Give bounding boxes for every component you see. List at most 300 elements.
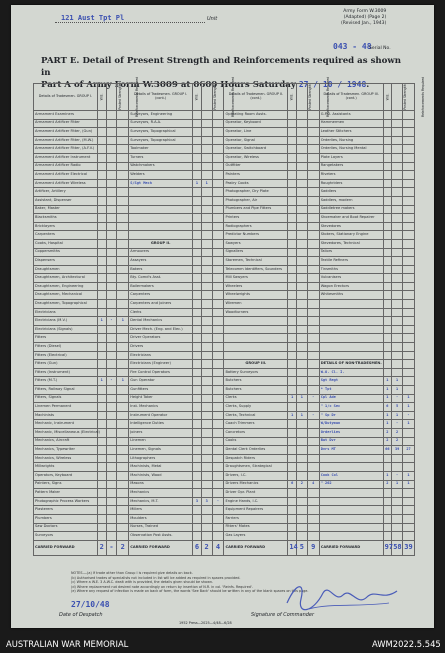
strength-value bbox=[212, 188, 224, 197]
strength-value bbox=[392, 360, 403, 369]
trade-label: Armament Examiners bbox=[34, 111, 98, 120]
strength-value: 1 bbox=[296, 411, 307, 420]
strength-value bbox=[307, 489, 319, 498]
strength-value bbox=[97, 274, 106, 283]
trade-label: W.O. Cl. I. bbox=[319, 368, 383, 377]
strength-value bbox=[403, 222, 415, 231]
strength-value bbox=[193, 446, 202, 455]
table-row bbox=[34, 222, 415, 231]
strength-value: 2 bbox=[296, 480, 307, 489]
trade-label: Carpenters bbox=[34, 231, 98, 240]
strength-value bbox=[383, 514, 392, 523]
strength-value bbox=[117, 394, 129, 403]
strength-value bbox=[307, 171, 319, 180]
strength-value bbox=[383, 282, 392, 291]
trade-label: Mill Sawyers bbox=[224, 274, 288, 283]
strength-value bbox=[392, 300, 403, 309]
strength-value bbox=[296, 300, 307, 309]
trade-label: Fitters (Diesel) bbox=[34, 343, 98, 352]
column-header-label: Reinforcements Required bbox=[421, 76, 426, 118]
strength-value bbox=[288, 171, 297, 180]
strength-value bbox=[201, 532, 212, 541]
strength-value bbox=[117, 196, 129, 205]
strength-value bbox=[212, 308, 224, 317]
strength-value bbox=[383, 171, 392, 180]
strength-value bbox=[403, 317, 415, 326]
strength-value bbox=[201, 188, 212, 197]
trade-label: Printers bbox=[224, 214, 288, 223]
strength-value bbox=[296, 334, 307, 343]
strength-value bbox=[117, 282, 129, 291]
strength-value bbox=[193, 403, 202, 412]
strength-value bbox=[392, 532, 403, 541]
strength-value bbox=[212, 386, 224, 395]
strength-value bbox=[201, 291, 212, 300]
strength-value bbox=[296, 506, 307, 515]
trade-label: Wheelwrights bbox=[224, 291, 288, 300]
strength-value bbox=[288, 428, 297, 437]
strength-value bbox=[193, 171, 202, 180]
trade-label: Driver Mech. (Eng. and Elec.) bbox=[129, 325, 193, 334]
trade-label bbox=[319, 343, 383, 352]
trade-label: Carpenters bbox=[129, 291, 193, 300]
strength-value bbox=[288, 325, 297, 334]
table-row bbox=[34, 471, 415, 480]
strength-value bbox=[392, 205, 403, 214]
trade-label: Hammermen bbox=[319, 119, 383, 128]
trade-label: Machinists bbox=[34, 411, 98, 420]
strength-value bbox=[307, 428, 319, 437]
strength-value bbox=[97, 265, 106, 274]
strength-value bbox=[117, 334, 129, 343]
strength-value bbox=[106, 411, 117, 420]
strength-value bbox=[193, 420, 202, 429]
strength-value bbox=[212, 377, 224, 386]
strength-value bbox=[307, 188, 319, 197]
table-row bbox=[34, 119, 415, 128]
strength-value bbox=[296, 153, 307, 162]
strength-value bbox=[193, 489, 202, 498]
trade-label: Surveyors, Engineering bbox=[129, 111, 193, 120]
trade-label: Armament Artificer Fitter, (Gun) bbox=[34, 128, 98, 137]
strength-value: 6 bbox=[383, 403, 392, 412]
strength-value bbox=[193, 205, 202, 214]
strength-value bbox=[403, 231, 415, 240]
table-row bbox=[34, 454, 415, 463]
group-heading: DETAILS OF NON-TRADESMEN. bbox=[319, 360, 383, 369]
strength-value bbox=[117, 343, 129, 352]
strength-value bbox=[212, 317, 224, 326]
trade-label: Operators, Keyboard bbox=[34, 471, 98, 480]
strength-value bbox=[383, 179, 392, 188]
strength-value: 66 bbox=[383, 446, 392, 455]
strength-value bbox=[307, 497, 319, 506]
strength-value bbox=[392, 291, 403, 300]
table-row bbox=[34, 300, 415, 309]
strength-value bbox=[403, 428, 415, 437]
strength-value bbox=[288, 162, 297, 171]
strength-value bbox=[201, 506, 212, 515]
trade-label: Armament Artificer Electrical bbox=[34, 171, 98, 180]
carried-forward-value: 14 bbox=[288, 540, 297, 555]
trade-label: Wagon Erectors bbox=[319, 282, 383, 291]
strength-value bbox=[288, 497, 297, 506]
strength-value bbox=[117, 480, 129, 489]
strength-value bbox=[193, 231, 202, 240]
table-row bbox=[34, 136, 415, 145]
strength-value bbox=[193, 265, 202, 274]
strength-value bbox=[288, 119, 297, 128]
strength-value bbox=[97, 420, 106, 429]
strength-value bbox=[383, 231, 392, 240]
strength-value bbox=[307, 248, 319, 257]
strength-value bbox=[288, 454, 297, 463]
serial-number: 043 - 48 bbox=[333, 42, 372, 51]
strength-value bbox=[193, 506, 202, 515]
table-header-row bbox=[34, 84, 415, 111]
strength-value bbox=[212, 523, 224, 532]
strength-value bbox=[307, 274, 319, 283]
strength-value bbox=[193, 214, 202, 223]
strength-value: 1 bbox=[392, 411, 403, 420]
strength-value bbox=[117, 179, 129, 188]
trade-label: Masons bbox=[129, 480, 193, 489]
strength-value bbox=[117, 222, 129, 231]
heading-date: 27 / 10 / 1948 bbox=[298, 80, 367, 89]
strength-value bbox=[97, 300, 106, 309]
strength-value bbox=[296, 386, 307, 395]
strength-value: 1 bbox=[296, 394, 307, 403]
strength-value bbox=[383, 214, 392, 223]
strength-value bbox=[193, 514, 202, 523]
strength-value bbox=[97, 153, 106, 162]
strength-value bbox=[97, 334, 106, 343]
strength-value bbox=[307, 205, 319, 214]
trade-label: Battery Surveyors bbox=[224, 368, 288, 377]
strength-value bbox=[392, 506, 403, 515]
strength-value bbox=[193, 308, 202, 317]
strength-value bbox=[392, 523, 403, 532]
strength-value bbox=[296, 282, 307, 291]
strength-value bbox=[288, 205, 297, 214]
trade-label: Cpl Ade bbox=[319, 394, 383, 403]
trade-label: * Tpt bbox=[319, 386, 383, 395]
strength-value bbox=[201, 196, 212, 205]
strength-value bbox=[307, 239, 319, 248]
strength-value bbox=[296, 514, 307, 523]
strength-value bbox=[403, 334, 415, 343]
strength-value bbox=[97, 291, 106, 300]
trade-label: Blacksmiths bbox=[34, 214, 98, 223]
strength-value bbox=[288, 523, 297, 532]
trade-label: Orderlies, Nursing Mental bbox=[319, 145, 383, 154]
carried-forward-value: 2 bbox=[97, 540, 106, 555]
trade-label: Drivers, I.C. bbox=[224, 471, 288, 480]
trade-label: Bty. Comd's Asst. bbox=[129, 274, 193, 283]
strength-value bbox=[201, 231, 212, 240]
table-row bbox=[34, 489, 415, 498]
strength-value bbox=[212, 463, 224, 472]
strength-value bbox=[383, 454, 392, 463]
strength-value bbox=[307, 119, 319, 128]
strength-value bbox=[193, 274, 202, 283]
strength-value bbox=[288, 506, 297, 515]
strength-value bbox=[97, 523, 106, 532]
strength-value bbox=[392, 257, 403, 266]
strength-value bbox=[201, 111, 212, 120]
strength-value bbox=[106, 179, 117, 188]
trade-label: Draughtsmen, Engineering bbox=[34, 282, 98, 291]
strength-value bbox=[201, 454, 212, 463]
strength-value bbox=[307, 351, 319, 360]
trade-label: Wheelers bbox=[224, 282, 288, 291]
trade-label: Painters, Signs bbox=[34, 480, 98, 489]
strength-value bbox=[307, 222, 319, 231]
table-row bbox=[34, 403, 415, 412]
trade-label: Armament Artificer Fitter, (A.F.V.) bbox=[34, 145, 98, 154]
trade-label bbox=[319, 514, 383, 523]
trade-label: Millers bbox=[129, 506, 193, 515]
strength-value bbox=[383, 248, 392, 257]
strength-value bbox=[307, 343, 319, 352]
table-row bbox=[34, 506, 415, 515]
unit-value: 121 Aust Tpt Pl bbox=[61, 14, 125, 22]
strength-value bbox=[403, 128, 415, 137]
trade-label: Orderlies, Nursing bbox=[319, 136, 383, 145]
trade-label: " Sp Dr bbox=[319, 411, 383, 420]
strength-value bbox=[296, 196, 307, 205]
note-line: (b) Authorised trades of specialists not included in list will be added as required in spaces provided. bbox=[71, 575, 241, 580]
strength-value bbox=[201, 428, 212, 437]
strength-value bbox=[392, 153, 403, 162]
trade-label: Artificer, Artillery bbox=[34, 188, 98, 197]
trade-label: Fitters, Signals bbox=[34, 394, 98, 403]
strength-value: 1 bbox=[193, 179, 202, 188]
strength-value bbox=[296, 188, 307, 197]
strength-value bbox=[403, 532, 415, 541]
strength-value bbox=[383, 325, 392, 334]
trade-label: Turners bbox=[129, 153, 193, 162]
strength-value bbox=[288, 265, 297, 274]
strength-value bbox=[296, 128, 307, 137]
trade-label: W/Dutyman bbox=[319, 420, 383, 429]
trade-label: Operator, Line bbox=[224, 128, 288, 137]
trade-label: Stokers, Stationary Engine bbox=[319, 231, 383, 240]
strength-value bbox=[117, 454, 129, 463]
strength-value bbox=[201, 265, 212, 274]
carried-forward-label: CARRIED FORWARD bbox=[224, 540, 288, 555]
strength-value bbox=[212, 454, 224, 463]
strength-value: - bbox=[392, 471, 403, 480]
strength-value bbox=[307, 300, 319, 309]
strength-value bbox=[106, 162, 117, 171]
strength-value bbox=[392, 171, 403, 180]
strength-value bbox=[403, 386, 415, 395]
strength-value bbox=[296, 119, 307, 128]
strength-value: - bbox=[392, 394, 403, 403]
strength-value bbox=[296, 231, 307, 240]
trade-label: Signallers bbox=[224, 248, 288, 257]
strength-value bbox=[296, 205, 307, 214]
trade-label: Draughtsmen, Strategical bbox=[224, 463, 288, 472]
trade-label bbox=[319, 497, 383, 506]
strength-value bbox=[201, 514, 212, 523]
strength-value: 1 bbox=[403, 394, 415, 403]
despatch-date: 27/10/48 bbox=[71, 600, 110, 609]
strength-value bbox=[403, 214, 415, 223]
strength-value bbox=[193, 111, 202, 120]
strength-value bbox=[403, 162, 415, 171]
table-row bbox=[34, 523, 415, 532]
strength-value bbox=[392, 214, 403, 223]
strength-value bbox=[296, 420, 307, 429]
strength-value bbox=[307, 308, 319, 317]
strength-value bbox=[117, 386, 129, 395]
strength-value: 2 bbox=[392, 437, 403, 446]
strength-value bbox=[383, 274, 392, 283]
strength-value bbox=[117, 300, 129, 309]
strength-value bbox=[288, 274, 297, 283]
trade-label: Draughtsmen bbox=[34, 265, 98, 274]
strength-value bbox=[296, 454, 307, 463]
strength-value bbox=[383, 257, 392, 266]
strength-value bbox=[288, 136, 297, 145]
trade-label: Intelligence Duties bbox=[129, 420, 193, 429]
strength-value bbox=[383, 523, 392, 532]
strength-value: 1 bbox=[403, 480, 415, 489]
strength-value bbox=[392, 119, 403, 128]
trade-label: Mechanics bbox=[129, 489, 193, 498]
trade-label bbox=[319, 351, 383, 360]
trade-label: Pattern Maker bbox=[34, 489, 98, 498]
trade-label: Clerks bbox=[129, 308, 193, 317]
strength-value bbox=[193, 257, 202, 266]
trade-label: Surveyors, Topographical bbox=[129, 136, 193, 145]
strength-value bbox=[97, 489, 106, 498]
strength-value bbox=[392, 514, 403, 523]
strength-value bbox=[296, 136, 307, 145]
strength-value bbox=[296, 489, 307, 498]
strength-value bbox=[288, 196, 297, 205]
trade-label: Drivers bbox=[129, 343, 193, 352]
strength-value bbox=[97, 239, 106, 248]
strength-value bbox=[201, 368, 212, 377]
strength-value bbox=[403, 463, 415, 472]
strength-value bbox=[403, 489, 415, 498]
strength-value bbox=[296, 291, 307, 300]
strength-value bbox=[307, 403, 319, 412]
trade-label: Mechanic, Instrument bbox=[34, 420, 98, 429]
strength-value bbox=[212, 532, 224, 541]
trade-label: Woodturners bbox=[224, 308, 288, 317]
trade-label: Operator, Keyboard bbox=[224, 119, 288, 128]
strength-value bbox=[392, 231, 403, 240]
strength-value bbox=[403, 111, 415, 120]
strength-value bbox=[383, 265, 392, 274]
trade-label: Electricians (M.V.) bbox=[34, 317, 98, 326]
strength-value bbox=[392, 179, 403, 188]
strength-value bbox=[193, 394, 202, 403]
strength-value bbox=[97, 205, 106, 214]
trade-label: Fitters (Gun) bbox=[34, 360, 98, 369]
strength-value bbox=[212, 111, 224, 120]
column-header bbox=[97, 84, 106, 111]
table-row bbox=[34, 377, 415, 386]
strength-value bbox=[288, 317, 297, 326]
strength-value: 4 bbox=[307, 480, 319, 489]
strength-value bbox=[403, 274, 415, 283]
strength-value bbox=[97, 471, 106, 480]
strength-value bbox=[307, 153, 319, 162]
strength-value bbox=[403, 300, 415, 309]
carried-forward-value: 9 bbox=[307, 540, 319, 555]
carried-forward-label: CARRIED FORWARD bbox=[34, 540, 98, 555]
strength-value bbox=[117, 446, 129, 455]
trade-label: Orderlies bbox=[319, 428, 383, 437]
trade-label: S/Sgt Mech bbox=[129, 179, 193, 188]
trade-label: Bakers bbox=[129, 265, 193, 274]
trade-label: Machinists, Wood bbox=[129, 471, 193, 480]
strength-value bbox=[288, 214, 297, 223]
strength-value bbox=[212, 257, 224, 266]
strength-value bbox=[392, 497, 403, 506]
strength-value bbox=[307, 196, 319, 205]
note-line: (c) Where a W.E. 3 A.W.C. dealt with is provided, the details given should be shown. bbox=[71, 580, 214, 585]
strength-value bbox=[212, 136, 224, 145]
trade-label: Leather Stitchers bbox=[319, 128, 383, 137]
table-row bbox=[34, 111, 415, 120]
strength-value bbox=[296, 265, 307, 274]
strength-value bbox=[117, 162, 129, 171]
trade-group-header: Details of Tradesmen. GROUP III. (cont.) bbox=[319, 84, 383, 111]
trade-label: Linemen bbox=[129, 437, 193, 446]
strength-value bbox=[296, 239, 307, 248]
strength-value bbox=[106, 514, 117, 523]
strength-value bbox=[117, 532, 129, 541]
strength-value bbox=[201, 282, 212, 291]
strength-value bbox=[193, 325, 202, 334]
strength-value bbox=[288, 351, 297, 360]
trade-label: Gas Layers bbox=[224, 532, 288, 541]
strength-value bbox=[296, 463, 307, 472]
trade-label bbox=[319, 506, 383, 515]
trade-label: Fitters (Instrument) bbox=[34, 368, 98, 377]
trade-label: Concretors bbox=[224, 428, 288, 437]
strength-value bbox=[212, 334, 224, 343]
strength-value bbox=[97, 411, 106, 420]
strength-value bbox=[201, 351, 212, 360]
strength-value bbox=[288, 308, 297, 317]
strength-value bbox=[403, 239, 415, 248]
strength-value: - bbox=[106, 377, 117, 386]
trade-label: Engine Hands, I.C. bbox=[224, 497, 288, 506]
trade-label: Sawyers bbox=[224, 239, 288, 248]
strength-value bbox=[392, 343, 403, 352]
trade-label: Observation Post Assts. bbox=[129, 532, 193, 541]
strength-value bbox=[193, 300, 202, 309]
trade-label: Gunfitters bbox=[129, 386, 193, 395]
trade-label: Cooks bbox=[224, 437, 288, 446]
signature-label: Signature of Commander bbox=[251, 612, 315, 618]
strength-value bbox=[403, 282, 415, 291]
strength-value bbox=[212, 119, 224, 128]
strength-value bbox=[106, 205, 117, 214]
strength-value bbox=[296, 532, 307, 541]
form-reference bbox=[341, 9, 386, 27]
table-row bbox=[34, 497, 415, 506]
strength-value bbox=[97, 162, 106, 171]
trade-label: Welders bbox=[129, 171, 193, 180]
